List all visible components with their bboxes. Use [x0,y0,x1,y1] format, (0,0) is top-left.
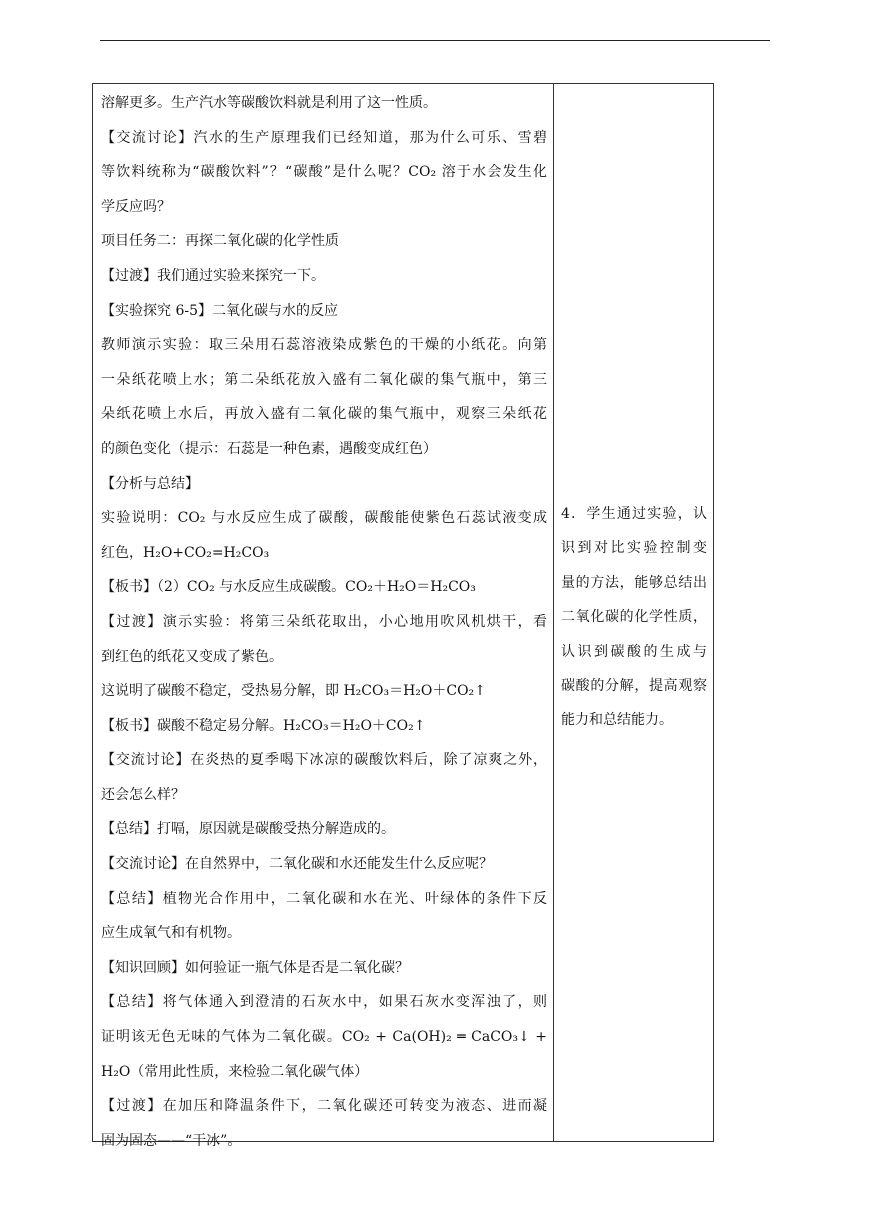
text-line: 项目任务二：再探二氧化碳的化学性质 [101,233,339,250]
text-line: 【过渡】我们通过实验来探究一下。 [101,267,325,284]
text-line: 量的方法，能够总结出 [561,574,707,591]
text-line: 这说明了碳酸不稳定，受热易分解，即 H₂CO₃＝H₂O＋CO₂↑ [101,683,486,700]
text-line: 一朵纸花喷上水；第二朵纸花放入盛有二氧化碳的集气瓶中，第三 [101,371,547,388]
text-line: 【交流讨论】在炎热的夏季喝下冰凉的碳酸饮料后，除了凉爽之外， [101,752,547,769]
design-intent-cell [561,497,707,738]
text-line: 碳酸的分解，提高观察 [561,677,707,694]
text-line: H₂O（常用此性质，来检验二氧化碳气体） [101,1063,369,1080]
text-line: 【总结】打嗝，原因就是碳酸受热分解造成的。 [101,821,395,838]
text-line: 识到对比实验控制变 [561,540,707,557]
text-line: 教师演示实验：取三朵用石蕊溶液染成紫色的干燥的小纸花。向第 [101,337,547,354]
text-line: 能力和总结能力。 [561,712,673,729]
text-line: 【交流讨论】汽水的生产原理我们已经知道，那为什么可乐、雪碧 [101,129,547,146]
text-line: 二氧化碳的化学性质， [561,609,707,626]
text-line: 【知识回顾】如何验证一瓶气体是否是二氧化碳？ [101,959,409,976]
text-line: 固为固态——“干冰”。 [101,1132,242,1149]
text-line: 的颜色变化（提示：石蕊是一种色素，遇酸变成红色） [101,440,437,457]
text-line: 应生成氧气和有机物。 [101,925,241,942]
text-line: 【总结】植物光合作用中，二氧化碳和水在光、叶绿体的条件下反 [101,890,547,907]
text-line: 溶解更多。生产汽水等碳酸饮料就是利用了这一性质。 [101,95,437,111]
text-line: 【过渡】在加压和降温条件下，二氧化碳还可转变为液态、进而凝 [101,1098,547,1115]
text-line: 到红色的纸花又变成了紫色。 [101,648,283,665]
text-line: 【过渡】演示实验：将第三朵纸花取出，小心地用吹风机烘干，看 [101,613,547,630]
lesson-table [92,83,714,1149]
text-line: 证明该无色无味的气体为二氧化碳。CO₂ + Ca(OH)₂ ═ CaCO₃↓ + [101,1029,547,1046]
header-rule [100,40,770,41]
teaching-process-cell [101,86,547,1158]
text-line: 【实验探究 6-5】二氧化碳与水的反应 [101,302,338,319]
text-line: 朵纸花喷上水后，再放入盛有二氧化碳的集气瓶中，观察三朵纸花 [101,406,547,423]
text-line: 【板书】（2）CO₂ 与水反应生成碳酸。CO₂＋H₂O＝H₂CO₃ [101,579,476,596]
text-line: 红色，H₂O+CO₂=H₂CO₃ [101,544,270,561]
text-line: 4．学生通过实验，认 [561,506,707,522]
text-line: 实验说明：CO₂ 与水反应生成了碳酸，碳酸能使紫色石蕊试液变成 [101,510,547,527]
text-line: 还会怎么样？ [101,786,185,803]
text-line: 等饮料统称为“碳酸饮料”？“碳酸”是什么呢？CO₂ 溶于水会发生化 [101,164,547,181]
text-line: 【分析与总结】 [101,475,199,492]
text-line: 【总结】将气体通入到澄清的石灰水中，如果石灰水变浑浊了，则 [101,994,547,1011]
text-line: 【板书】碳酸不稳定易分解。H₂CO₃＝H₂O＋CO₂↑ [101,717,426,734]
text-line: 【交流讨论】在自然界中，二氧化碳和水还能发生什么反应呢？ [101,856,493,873]
text-line: 学反应吗？ [101,198,171,215]
column-divider [553,84,554,1141]
text-line: 认识到碳酸的生成与 [561,643,707,660]
